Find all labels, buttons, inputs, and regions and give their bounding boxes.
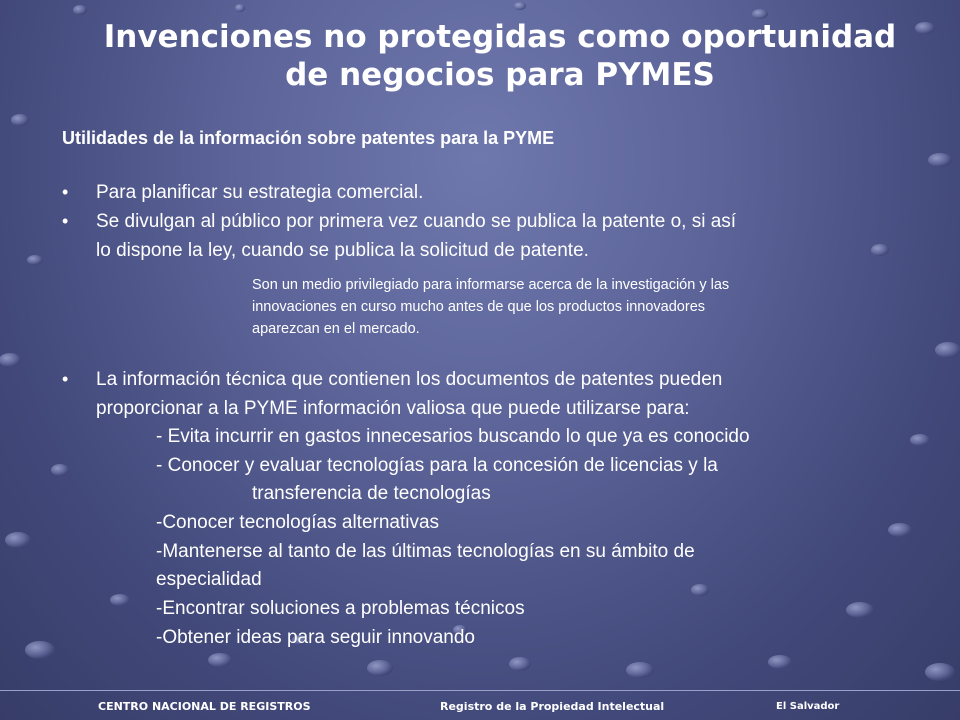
usage-item: -Encontrar soluciones a problemas técnicos	[156, 598, 525, 619]
usage-item-continuation: transferencia de tecnologías	[252, 483, 491, 504]
usage-item-continuation: especialidad	[156, 569, 262, 590]
bullet-marker: •	[62, 182, 69, 202]
bullet-2-line-1: Se divulgan al público por primera vez cuando se publica la patente o, si así	[96, 211, 737, 232]
usage-item: - Conocer y evaluar tecnologías para la concesión de licencias y la	[156, 455, 718, 476]
bullet-1-text: Para planificar su estrategia comercial.	[96, 182, 424, 203]
footer-department: Registro de la Propiedad Intelectual	[440, 700, 665, 713]
bullet-marker: •	[62, 211, 69, 231]
usage-item: -Mantenerse al tanto de las últimas tecnologías en su ámbito de	[156, 541, 695, 562]
bullet-marker: •	[62, 369, 69, 389]
bullet-2-line-2: lo dispone la ley, cuando se publica la solicitud de patente.	[96, 240, 589, 261]
title-line-1: Invenciones no protegidas como oportunidad	[103, 19, 897, 55]
section-subtitle: Utilidades de la información sobre patentes para la PYME	[62, 128, 555, 148]
footer-country: El Salvador	[776, 701, 840, 712]
bullet-3-line-2: proporcionar a la PYME información valiosa que puede utilizarse para:	[96, 398, 690, 419]
bullet-2-note	[252, 274, 892, 340]
footer-organization: CENTRO NACIONAL DE REGISTROS	[98, 700, 311, 713]
usage-item: -Conocer tecnologías alternativas	[156, 512, 440, 533]
bullet-3-line-1: La información técnica que contienen los documentos de patentes pueden	[96, 369, 723, 390]
usage-item: - Evita incurrir en gastos innecesarios buscando lo que ya es conocido	[156, 426, 750, 447]
footer-divider	[0, 690, 960, 691]
note-line-1: Son un medio privilegiado para informarse acerca de la investigación y las	[252, 277, 730, 293]
note-line-2: innovaciones en curso mucho antes de que los productos innovadores	[252, 299, 706, 315]
title-line-2: de negocios para PYMES	[285, 57, 715, 93]
note-line-3: aparezcan en el mercado.	[252, 321, 420, 337]
usage-item: -Obtener ideas para seguir innovando	[156, 627, 475, 648]
slide-title	[80, 18, 920, 94]
